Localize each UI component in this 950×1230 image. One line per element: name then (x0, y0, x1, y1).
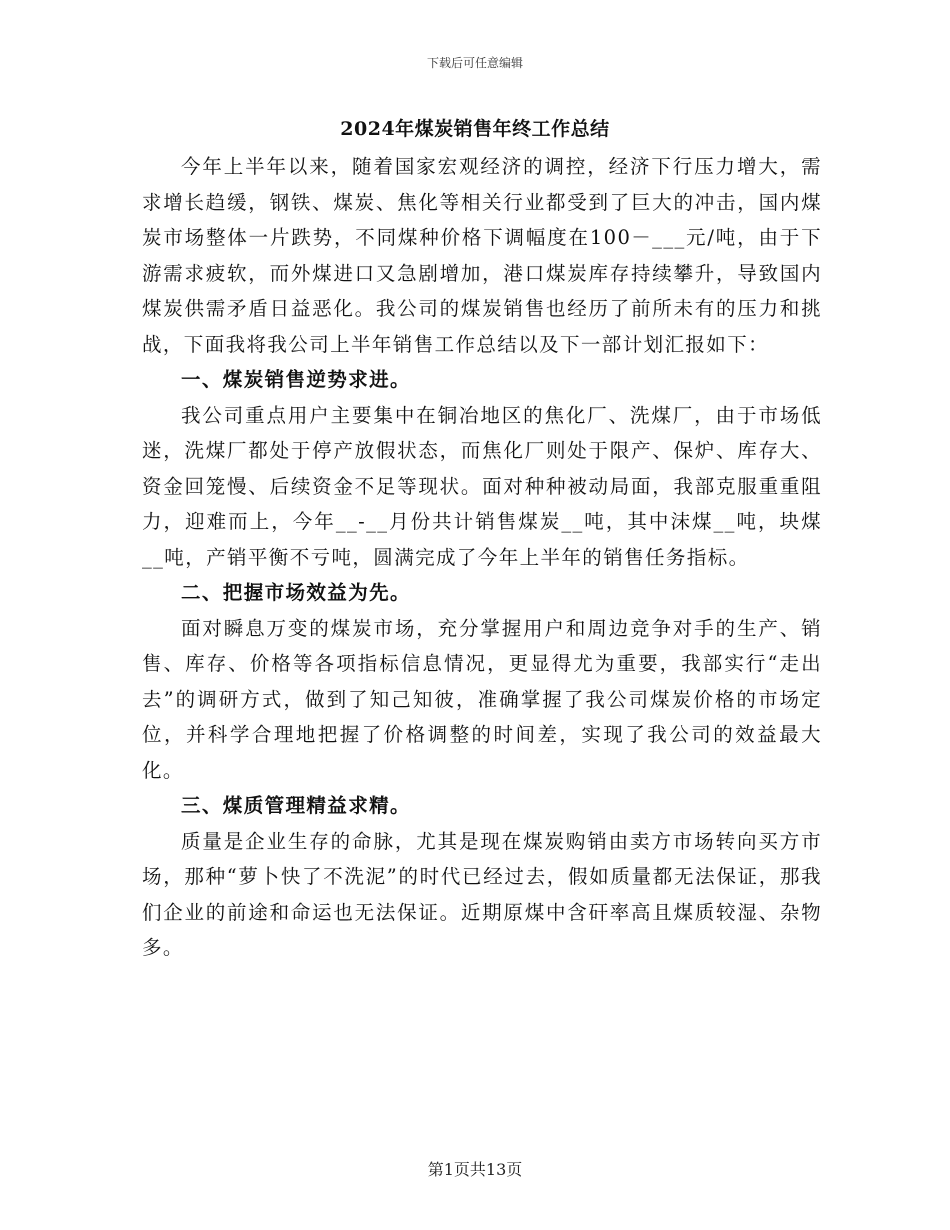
intro-paragraph: 今年上半年以来，随着国家宏观经济的调控，经济下行压力增大，需求增长趋缓，钢铁、煤炭、焦化等相关行业都受到了巨大的冲击，国内煤炭市场整体一片跌势，不同煤种价格下调幅度在100－___元/吨，由于下游需求疲软，而外煤进口又急剧增加，港口煤炭库存持续攀升，导致国内煤炭供需矛盾日益恶化。我公司的煤炭销售也经历了前所未有的压力和挑战，下面我将我公司上半年销售工作总结以及下一部计划汇报如下： (142, 155, 822, 356)
page-number: 第1页共13页 (427, 1160, 523, 1179)
document-body (142, 149, 822, 966)
header-note: 下载后可任意编辑 (426, 56, 523, 70)
section-body-2: 面对瞬息万变的煤炭市场，充分掌握用户和周边竞争对手的生产、销售、库存、价格等各项指标信息情况，更显得尤为重要，我部实行“走出去”的调研方式，做到了知己知彼，准确掌握了我公司煤炭价格的市场定位，并科学合理地把握了价格调整的时间差，实现了我公司的效益最大化。 (142, 616, 822, 782)
section-body-3: 质量是企业生存的命脉，尤其是现在煤炭购销由卖方市场转向买方市场，那种“萝卜快了不洗泥”的时代已经过去，假如质量都无法保证，那我们企业的前途和命运也无法保证。近期原煤中含矸率高且煤质较湿、杂物多。 (142, 829, 822, 959)
section-heading-2: 二、把握市场效益为先。 (181, 581, 411, 604)
section-heading-1: 一、煤炭销售逆势求进。 (181, 368, 411, 391)
section-body-1: 我公司重点用户主要集中在铜冶地区的焦化厂、洗煤厂，由于市场低迷，洗煤厂都处于停产放假状态，而焦化厂则处于限产、保炉、库存大、资金回笼慢、后续资金不足等现状。面对种种被动局面，我部克服重重阻力，迎难而上，今年__-__月份共计销售煤炭__吨，其中沫煤__吨，块煤__吨，产销平衡不亏吨，圆满完成了今年上半年的销售任务指标。 (142, 403, 822, 569)
document-title: 2024年煤炭销售年终工作总结 (340, 118, 610, 140)
section-heading-3: 三、煤质管理精益求精。 (181, 794, 411, 817)
